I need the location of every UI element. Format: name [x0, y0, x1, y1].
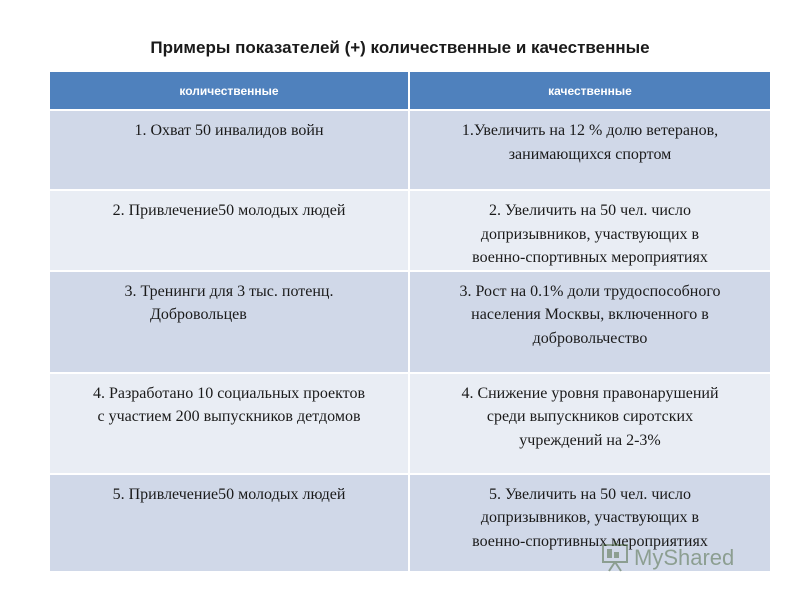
cell-line: учреждений на 2-3%	[519, 431, 661, 449]
cell-line: 5. Увеличить на 50 чел. число	[488, 485, 692, 503]
qualitative-cell	[409, 373, 770, 474]
cell-line: Добровольцев	[150, 306, 247, 323]
watermark	[600, 540, 770, 574]
quantitative-cell	[50, 474, 409, 572]
cell-line: с участием 200 выпускников детдомов	[97, 408, 361, 425]
cell-line: военно-спортивных мероприятиях	[472, 532, 708, 550]
indicators-table	[50, 72, 770, 573]
cell-line: 1. Охват 50 инвалидов войн	[134, 122, 324, 139]
table-row	[50, 271, 770, 373]
cell-line: 4. Снижение уровня правонарушений	[461, 384, 719, 402]
table-row	[50, 110, 770, 190]
cell-line: допризывников, участвующих в	[480, 509, 700, 526]
cell-line: среди выпускников сиротских	[486, 408, 694, 425]
table-header-row	[50, 72, 770, 110]
cell-line: 1.Увеличить на 12 % долю ветеранов,	[461, 122, 719, 139]
quantitative-cell	[50, 110, 409, 190]
cell-line: 3. Рост на 0.1% доли трудоспособного	[459, 282, 721, 300]
qualitative-cell	[409, 271, 770, 373]
slide-title: Примеры показателей (+) количественные и качественные	[150, 38, 650, 57]
qualitative-cell	[409, 110, 770, 190]
quantitative-cell	[50, 271, 409, 373]
quantitative-cell	[50, 190, 409, 271]
cell-line: 5. Привлечение50 молодых людей	[112, 485, 346, 503]
qualitative-cell	[409, 190, 770, 271]
table-row	[50, 190, 770, 271]
watermark-text: MyShared	[634, 545, 735, 570]
table-row	[50, 373, 770, 474]
presentation-board-icon	[600, 540, 770, 574]
cell-line: занимающихся спортом	[508, 145, 672, 163]
header-qualitative: качественные	[409, 72, 770, 110]
cell-line: допризывников, участвующих в	[480, 225, 700, 243]
cell-line: военно-спортивных мероприятиях	[472, 249, 708, 266]
quantitative-cell	[50, 373, 409, 474]
header-quantitative: количественные	[50, 72, 409, 110]
cell-line: 2. Увеличить на 50 чел. число	[488, 202, 692, 219]
cell-line: 2. Привлечение50 молодых людей	[112, 202, 346, 219]
cell-line: 3. Тренинги для 3 тыс. потенц.	[124, 282, 334, 300]
cell-line: добровольчество	[532, 329, 648, 347]
cell-line: 4. Разработано 10 социальных проектов	[92, 384, 366, 402]
cell-line: населения Москвы, включенного в	[471, 306, 709, 323]
